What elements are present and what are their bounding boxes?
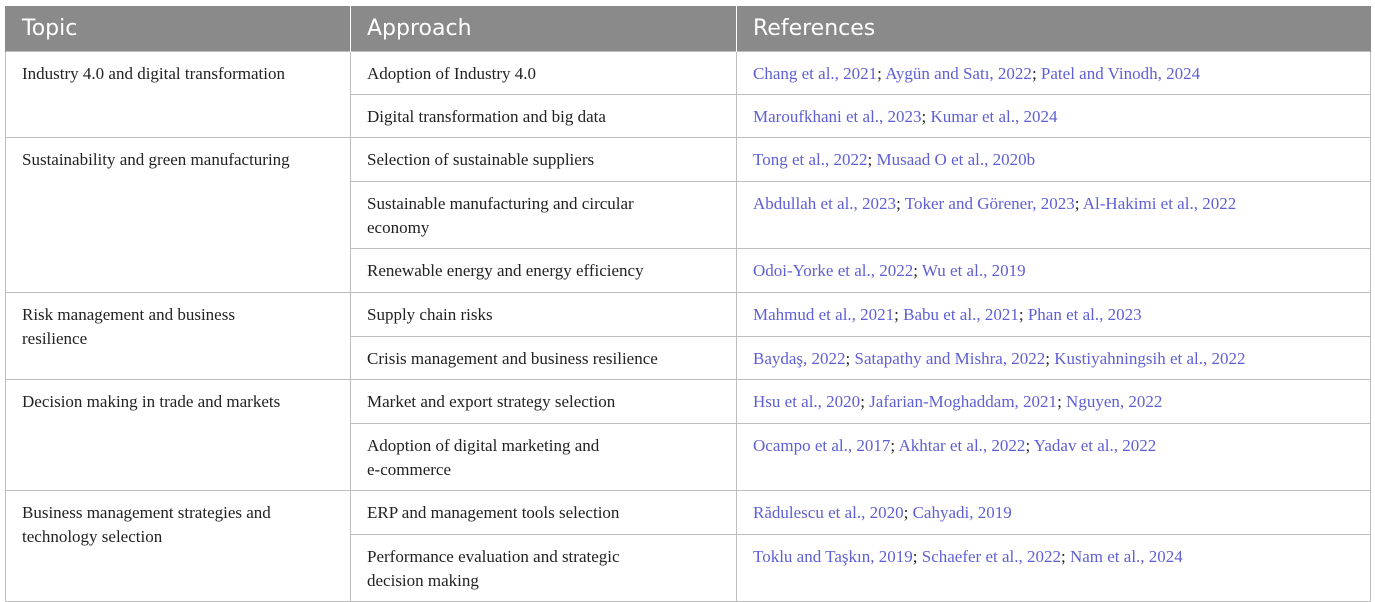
reference-link[interactable]: Nam et al., 2024 bbox=[1069, 547, 1183, 566]
reference-link[interactable]: Toker and Görener, 2023 bbox=[904, 194, 1075, 213]
separator: ; bbox=[890, 436, 896, 455]
separator: ; bbox=[912, 547, 918, 566]
reference-link[interactable]: Nguyen, 2022 bbox=[1066, 392, 1163, 411]
reference-link[interactable]: Mahmud et al., 2021 bbox=[753, 305, 895, 324]
separator: ; bbox=[1057, 392, 1062, 411]
table-row bbox=[6, 293, 1371, 337]
approach-text-line2: decision making bbox=[367, 571, 479, 590]
separator: ; bbox=[903, 503, 909, 522]
references-cell bbox=[737, 293, 1371, 337]
header-row bbox=[6, 6, 1371, 52]
approach-text: Selection of sustainable suppliers bbox=[367, 150, 595, 169]
approach-text: Crisis management and business resilience bbox=[367, 349, 658, 368]
references-cell bbox=[737, 249, 1371, 293]
references-cell bbox=[737, 491, 1371, 535]
approach-cell bbox=[351, 182, 737, 249]
reference-link[interactable]: Jafarian-Moghaddam, 2021 bbox=[869, 392, 1058, 411]
topic-text-line2: technology selection bbox=[22, 527, 163, 546]
topic-text: Industry 4.0 and digital transformation bbox=[22, 64, 285, 83]
separator: ; bbox=[1018, 305, 1024, 324]
reference-link[interactable]: Odoi-Yorke et al., 2022 bbox=[753, 261, 914, 280]
approach-cell bbox=[351, 95, 737, 138]
approach-text: Digital transformation and big data bbox=[367, 107, 606, 126]
topic-text: Decision making in trade and markets bbox=[22, 392, 281, 411]
approach-cell bbox=[351, 535, 737, 602]
reference-link[interactable]: Maroufkhani et al., 2023 bbox=[753, 107, 922, 126]
references-cell bbox=[737, 424, 1371, 491]
topic-cell bbox=[6, 491, 351, 602]
reference-link[interactable]: Hsu et al., 2020 bbox=[753, 392, 861, 411]
table-row bbox=[6, 138, 1371, 182]
reference-link[interactable]: Al-Hakimi et al., 2022 bbox=[1082, 194, 1237, 213]
reference-link[interactable]: Wu et al., 2019 bbox=[921, 261, 1026, 280]
separator: ; bbox=[894, 305, 899, 324]
table-row bbox=[6, 52, 1371, 95]
approach-text-line2: economy bbox=[367, 218, 430, 237]
topic-cell bbox=[6, 138, 351, 293]
topic-cell bbox=[6, 52, 351, 138]
separator: ; bbox=[921, 107, 927, 126]
separator: ; bbox=[1025, 436, 1031, 455]
references-cell bbox=[737, 535, 1371, 602]
separator: ; bbox=[1031, 64, 1037, 83]
reference-link[interactable]: Cahyadi, 2019 bbox=[912, 503, 1012, 522]
reference-link[interactable]: Chang et al., 2021 bbox=[753, 64, 878, 83]
reference-link[interactable]: Aygün and Satı, 2022 bbox=[885, 64, 1032, 83]
reference-link[interactable]: Patel and Vinodh, 2024 bbox=[1040, 64, 1201, 83]
reference-link[interactable]: Musaad O et al., 2020b bbox=[876, 150, 1036, 169]
references-cell bbox=[737, 138, 1371, 182]
references-table bbox=[5, 6, 1371, 602]
separator: ; bbox=[1060, 547, 1066, 566]
approach-text-line1: Adoption of digital marketing and bbox=[367, 436, 600, 455]
topic-cell bbox=[6, 380, 351, 491]
reference-link[interactable]: Tong et al., 2022 bbox=[753, 150, 868, 169]
table-row bbox=[6, 380, 1371, 424]
approach-cell bbox=[351, 337, 737, 380]
approach-text: Supply chain risks bbox=[367, 305, 493, 324]
reference-link[interactable]: Rădulescu et al., 2020 bbox=[753, 503, 904, 522]
separator: ; bbox=[896, 194, 901, 213]
reference-link[interactable]: Abdullah et al., 2023 bbox=[753, 194, 897, 213]
topic-text-line1: Business management strategies and bbox=[22, 503, 271, 522]
reference-link[interactable]: Ocampo et al., 2017 bbox=[753, 436, 891, 455]
topic-cell bbox=[6, 293, 351, 380]
references-cell bbox=[737, 337, 1371, 380]
separator: ; bbox=[877, 64, 882, 83]
reference-link[interactable]: Kumar et al., 2024 bbox=[930, 107, 1058, 126]
references-cell bbox=[737, 95, 1371, 138]
approach-cell bbox=[351, 424, 737, 491]
table-row bbox=[6, 491, 1371, 535]
approach-text-line2: e-commerce bbox=[367, 460, 451, 479]
header-topic: Topic bbox=[6, 6, 351, 52]
separator: ; bbox=[867, 150, 873, 169]
topic-text-line1: Risk management and business bbox=[22, 305, 235, 324]
separator: ; bbox=[845, 349, 851, 368]
header-references: References bbox=[737, 6, 1371, 52]
approach-text: ERP and management tools selection bbox=[367, 503, 620, 522]
references-cell bbox=[737, 182, 1371, 249]
references-cell bbox=[737, 52, 1371, 95]
topic-text-line2: resilience bbox=[22, 329, 88, 348]
approach-text: Adoption of Industry 4.0 bbox=[367, 64, 537, 83]
separator: ; bbox=[913, 261, 918, 280]
reference-link[interactable]: Toklu and Taşkın, 2019 bbox=[753, 547, 913, 566]
reference-link[interactable]: Baydaş, 2022 bbox=[753, 349, 846, 368]
reference-link[interactable]: Babu et al., 2021 bbox=[903, 305, 1019, 324]
approach-cell bbox=[351, 491, 737, 535]
reference-link[interactable]: Schaefer et al., 2022 bbox=[921, 547, 1061, 566]
topic-text: Sustainability and green manufacturing bbox=[22, 150, 290, 169]
reference-link[interactable]: Yadav et al., 2022 bbox=[1033, 436, 1157, 455]
reference-link[interactable]: Satapathy and Mishra, 2022 bbox=[854, 349, 1046, 368]
approach-text: Market and export strategy selection bbox=[367, 392, 616, 411]
approach-cell bbox=[351, 52, 737, 95]
approach-text: Renewable energy and energy efficiency bbox=[367, 261, 644, 280]
reference-link[interactable]: Phan et al., 2023 bbox=[1027, 305, 1142, 324]
separator: ; bbox=[860, 392, 865, 411]
separator: ; bbox=[1045, 349, 1051, 368]
reference-link[interactable]: Kustiyahningsih et al., 2022 bbox=[1054, 349, 1246, 368]
approach-cell bbox=[351, 138, 737, 182]
header-approach: Approach bbox=[351, 6, 737, 52]
approach-cell bbox=[351, 293, 737, 337]
references-cell bbox=[737, 380, 1371, 424]
separator: ; bbox=[1074, 194, 1080, 213]
reference-link[interactable]: Akhtar et al., 2022 bbox=[898, 436, 1026, 455]
approach-cell bbox=[351, 249, 737, 293]
approach-text-line1: Sustainable manufacturing and circular bbox=[367, 194, 634, 213]
approach-text-line1: Performance evaluation and strategic bbox=[367, 547, 620, 566]
approach-cell bbox=[351, 380, 737, 424]
